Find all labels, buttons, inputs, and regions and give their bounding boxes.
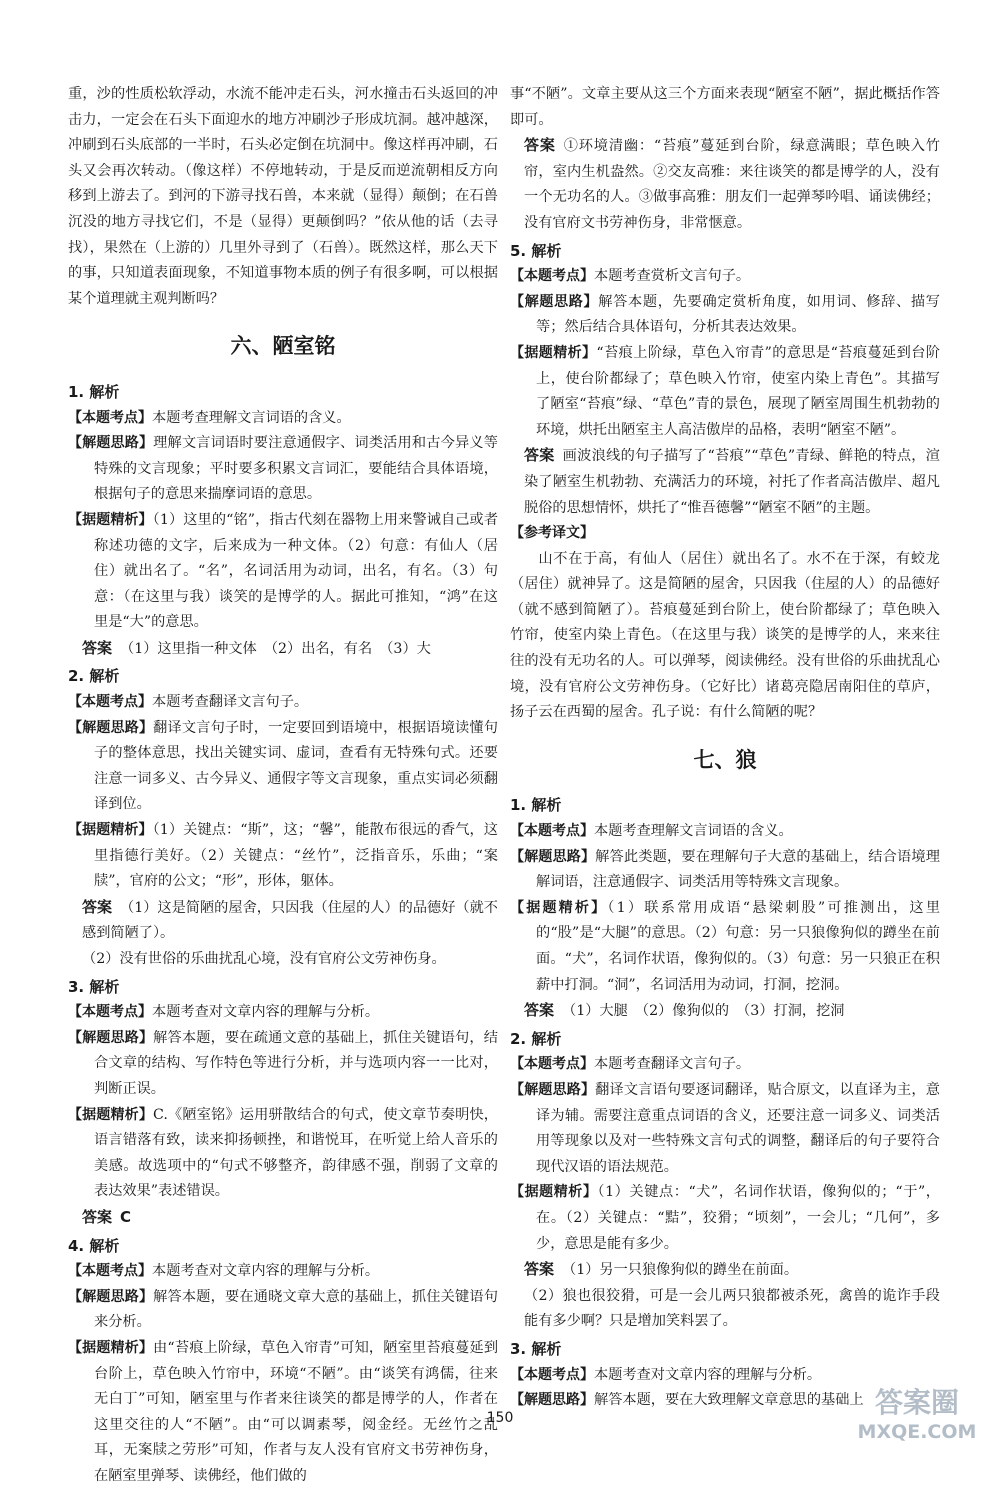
silu-text: 翻译文言语句要逐词翻译，贴合原文，以直译为主，意译为辅。需要注意重点词语的含义，还要注意一词多义、词类活用等现象以及对一些特殊文言句式的调整，翻译后的句子要符合现代汉语的语法规范。 (536, 1081, 940, 1175)
jingxi (68, 508, 498, 636)
watermark-logo (842, 1378, 992, 1446)
kaodian (68, 690, 498, 716)
question-1 (510, 793, 940, 1024)
jingxi (68, 818, 498, 895)
kaodian-text: 本题考查翻译文言句子。 (594, 1056, 751, 1073)
silu-text: 翻译文言句子时，一定要回到语境中，根据语境读懂句子的整体意思，找出关键实词、虚词，查看有无特殊句式。还要注意一词多义、古今异义、通假字等文言现象，重点实词必须翻译到位。 (94, 719, 498, 813)
kaodian (68, 1000, 498, 1026)
jingxi-tag: 【据题精析】 (510, 1184, 598, 1201)
section-title-lang: 七、狼 (693, 747, 757, 772)
jingxi-tag: 【据题精析】 (68, 822, 153, 839)
jingxi-tag: 【据题精析】 (68, 1106, 153, 1123)
kaodian-tag: 【本题考点】 (68, 694, 152, 711)
question-head: 1. 解析 (68, 382, 120, 401)
answer-text: （1）这是简陋的屋舍，只因我（住屋的人）的品德好（就不感到简陋了）。 (82, 899, 498, 942)
kaodian (68, 406, 498, 432)
answer-label: 答案 (82, 897, 113, 916)
jingxi-tag: 【据题精析】 (68, 511, 153, 528)
jingxi (510, 896, 940, 998)
kaodian-text: 本题考查翻译文言句子。 (152, 694, 309, 711)
answer-label: 答案 (524, 446, 555, 465)
silu-tag: 【解题思路】 (68, 435, 154, 452)
silu-text: 理解文言词语时要注意通假字、词类活用和古今异义等特殊的文言现象；平时要多积累文言词汇，要能结合具体语境，根据句子的意思来揣摩词语的意思。 (94, 435, 498, 503)
answer (510, 443, 940, 521)
left-column (68, 82, 498, 1489)
kaodian-text: 本题考查理解文言词语的含义。 (594, 823, 793, 840)
answer (510, 998, 940, 1025)
kaodian-text: 本题考查对文章内容的理解与分析。 (152, 1004, 380, 1021)
jingxi (510, 1180, 940, 1257)
jingxi-text: （1）关键点：“斯”，这；“馨”，能散布很远的香气，这里指德行美好。（2）关键点：“丝竹”，泛指音乐，乐曲；“案牍”，官府的公文；“形”，形体，躯体。 (94, 822, 498, 890)
question-2 (510, 1027, 940, 1335)
answer-text: （1）另一只狼像狗似的蹲坐在前面。 (562, 1262, 799, 1279)
kaodian (68, 1259, 498, 1285)
watermark-text-en: MXQE.COM (857, 1421, 977, 1443)
answer (68, 636, 498, 663)
question-2 (68, 664, 498, 972)
silu (510, 290, 940, 341)
jingxi (510, 341, 940, 443)
kaodian-tag: 【本题考点】 (510, 1056, 594, 1073)
silu-text: 解答本题，要在通晓文章大意的基础上，抓住关键语句来分析。 (94, 1288, 498, 1331)
kaodian (510, 819, 940, 845)
jingxi-text: “苔痕上阶绿，草色入帘青”的意思是“苔痕蔓延到台阶上，使台阶都绿了；草色映入竹帘，使室内染上青色”。其描写了陋室“苔痕”绿、“草色”青的景色，展现了陋室周围生机勃勃的环境，烘托出陋室主人高洁傲岸的品格，表明“陋室不陋”。 (536, 344, 940, 438)
silu-tag: 【解题思路】 (68, 1288, 154, 1305)
question-5 (510, 239, 940, 522)
answer-label: 答案 (524, 1260, 555, 1279)
jingxi-tag: 【据题精析】 (510, 899, 608, 916)
question-head: 2. 解析 (68, 667, 120, 686)
answer-text: 画波浪线的句子描写了“苔痕”“草色”青绿、鲜艳的特点，渲染了陋室生机勃勃、充满活力的环境，衬托了作者高洁傲岸、超凡脱俗的思想情怀，烘托了“惟吾德馨”“陋室不陋”的主题。 (524, 448, 940, 516)
jingxi-text: （1）这里的“铭”，指古代刻在器物上用来警诫自己或者称述功德的文字，后来成为一种文体。（2）句意：有仙人（居住）就出名了。“名”，名词活用为动词，出名，有名。（3）句意：（在这里与我）谈笑的是博学的人。据此可推知，“鸿”在这里是“大”的意思。 (94, 511, 499, 631)
question-1 (68, 380, 498, 663)
question-head: 4. 解析 (68, 1236, 120, 1255)
answer-text: C (120, 1207, 132, 1226)
silu (68, 1285, 498, 1336)
silu (68, 431, 498, 508)
intro-paragraph: 重，沙的性质松软浮动，水流不能冲走石头，河水撞击石头返回的冲击力，一定会在石头下面迎水的地方冲刷沙子形成坑洞。越冲越深，冲刷到石头底部的一半时，石头必定倒在坑洞中。像这样再冲刷，石头又会再次转动。（像这样）不停地转动，于是反而逆流朝相反方向移到上游去了。到河的下游寻找石兽，本来就（显得）颠倒；在石兽沉没的地方寻找它们，不是（显得）更颠倒吗？”依从他的话（去寻找），果然在（上游的）几里外寻到了（石兽）。既然这样，那么天下的事，只知道表面现象，不知道事物本质的例子有很多啊，可以根据某个道理就主观判断吗？ (68, 86, 498, 307)
answer-label: 答案 (524, 1001, 555, 1020)
answer-label: 答案 (82, 638, 113, 657)
silu-tag: 【解题思路】 (510, 848, 596, 865)
kaodian (510, 264, 940, 290)
silu-text: 解答此类题，要在理解句子大意的基础上，结合语境理解词语，注意通假字、词类活用等特殊文言现象。 (536, 848, 940, 891)
page-number: 150 (486, 1410, 514, 1426)
answer-text-2: （2）没有世俗的乐曲扰乱心境，没有官府公文劳神伤身。 (82, 951, 446, 967)
jingxi-text: C.《陋室铭》运用骈散结合的句式，使文章节奏明快，语言错落有致，读来抑扬顿挫，和谐悦耳，在听觉上给人音乐的美感。故选项中的“句式不够整齐，韵律感不强，削弱了文章的表达效果”表述错误。 (94, 1106, 498, 1200)
question-3 (68, 975, 498, 1232)
answer-label: 答案 (524, 136, 556, 155)
question-head: 3. 解析 (68, 977, 120, 996)
jingxi-text: （1）关键点：“犬”，名词作状语，像狗似的；“于”，在。（2）关键点：“黠”，狡猾；“顷刻”，一会儿；“几何”，多少，意思是能有多少。 (536, 1184, 940, 1252)
answer-text-2: （2）狼也很狡猾，可是一会儿两只狼都被杀死，禽兽的诡诈手段能有多少啊？只是增加笑料罢了。 (524, 1287, 940, 1330)
silu-text: 解答本题，要在疏通文意的基础上，抓住关键语句，结合文章的结构、写作特色等进行分析，并与选项内容一一比对，判断正误。 (94, 1029, 498, 1097)
kaodian-tag: 【本题考点】 (68, 1004, 152, 1021)
answer-text: （1）这里指一种文体 （2）出名，有名 （3）大 (120, 640, 431, 657)
section-title-loushiming: 六、陋室铭 (230, 334, 336, 359)
kaodian-tag: 【本题考点】 (510, 1366, 594, 1383)
answer-text: （1）大腿 （2）像狗似的 （3）打洞，挖洞 (562, 1003, 845, 1020)
kaodian-tag: 【本题考点】 (510, 268, 594, 285)
answer-label: 答案 (82, 1207, 113, 1226)
jingxi (68, 1103, 498, 1205)
silu (510, 845, 940, 896)
silu (68, 716, 498, 818)
jingxi-text: 由“苔痕上阶绿，草色入帘青”可知，陋室里苔痕蔓延到台阶上，草色映入竹帘中，环境“不陋”。由“谈笑有鸿儒，往来无白丁”可知，陋室里与作者来往谈笑的都是博学的人，作者在这里交往的人“不陋”。由“可以调素琴，阅金经。无丝竹之乱耳，无案牍之劳形”可知，作者与友人没有官府文书劳神伤身，在陋室里弹琴、读佛经，他们做的 (94, 1339, 499, 1484)
jingxi-text: （1）联系常用成语“悬梁刺股”可推测出，这里的“股”是“大腿”的意思。（2）句意：另一只狼像狗似的蹲坐在前面。“犬”，名词作状语，像狗似的。（3）句意：另一只狼正在积薪中打洞。“洞”，名词活用为动词，打洞，挖洞。 (536, 899, 941, 993)
kaodian-text: 本题考查理解文言词语的含义。 (152, 409, 351, 426)
kaodian (510, 1052, 940, 1078)
question-head: 5. 解析 (510, 241, 562, 260)
question-head: 3. 解析 (510, 1339, 562, 1358)
jingxi-tag: 【据题精析】 (510, 344, 597, 361)
silu-tag: 【解题思路】 (510, 1081, 596, 1098)
answer (68, 1205, 498, 1232)
silu-tag: 【解题思路】 (68, 1029, 154, 1046)
silu-text: 解答本题，先要确定赏析角度，如用词、修辞、描写等；然后结合具体语句，分析其表达效果。 (536, 293, 940, 336)
kaodian-tag: 【本题考点】 (510, 823, 594, 840)
answer (68, 895, 498, 947)
question-4 (68, 1234, 498, 1489)
right-column (510, 82, 940, 1414)
answer-text: ①环境清幽：“苔痕”蔓延到台阶，绿意满眼；草色映入竹帘，室内生机盎然。②交友高雅：来往谈笑的都是博学的人，没有一个无功名的人。③做事高雅：朋友们一起弹琴吟唱、诵读佛经；没有官府文书劳神伤身，非常惬意。 (524, 138, 940, 231)
kaodian-tag: 【本题考点】 (68, 1263, 152, 1280)
jingxi-tag: 【据题精析】 (68, 1339, 154, 1356)
silu-tag: 【解题思路】 (510, 1392, 594, 1409)
silu-tag: 【解题思路】 (68, 719, 154, 736)
reference-translation: 山不在于高，有仙人（居住）就出名了。水不在于深，有蛟龙（居住）就神异了。这是简陋的屋舍，只因我（住屋的人）的品德好（就不感到简陋了）。苔痕蔓延到台阶上，使台阶都绿了；草色映入竹帘，使室内染上青色。（在这里与我）谈笑的是博学的人，来来往往的没有无功名的人。可以弹琴，阅读佛经。没有世俗的乐曲扰乱心境，没有官府公文劳神伤身。（它好比）诸葛亮隐居南阳住的草庐，扬子云在西蜀的屋舍。孔子说：有什么简陋的呢？ (510, 550, 940, 721)
continuation-text: 事“不陋”。文章主要从这三个方面来表现“陋室不陋”，据此概括作答即可。 (510, 86, 940, 128)
reference-translation-tag: 【参考译文】 (510, 525, 594, 542)
kaodian-text: 本题考查对文章内容的理解与分析。 (152, 1263, 380, 1280)
kaodian-text: 本题考查对文章内容的理解与分析。 (594, 1366, 822, 1383)
silu (510, 1078, 940, 1180)
silu-tag: 【解题思路】 (510, 293, 599, 310)
question-head: 1. 解析 (510, 796, 562, 815)
answer (510, 133, 940, 236)
silu (68, 1026, 498, 1103)
kaodian-text: 本题考查赏析文言句子。 (594, 268, 751, 285)
watermark-text-cn: 答案圈 (874, 1386, 960, 1419)
silu-text: 解答本题，要在大致理解文章意思的基础上 (594, 1392, 864, 1409)
answer (510, 1257, 940, 1284)
question-head: 2. 解析 (510, 1029, 562, 1048)
kaodian-tag: 【本题考点】 (68, 409, 152, 426)
